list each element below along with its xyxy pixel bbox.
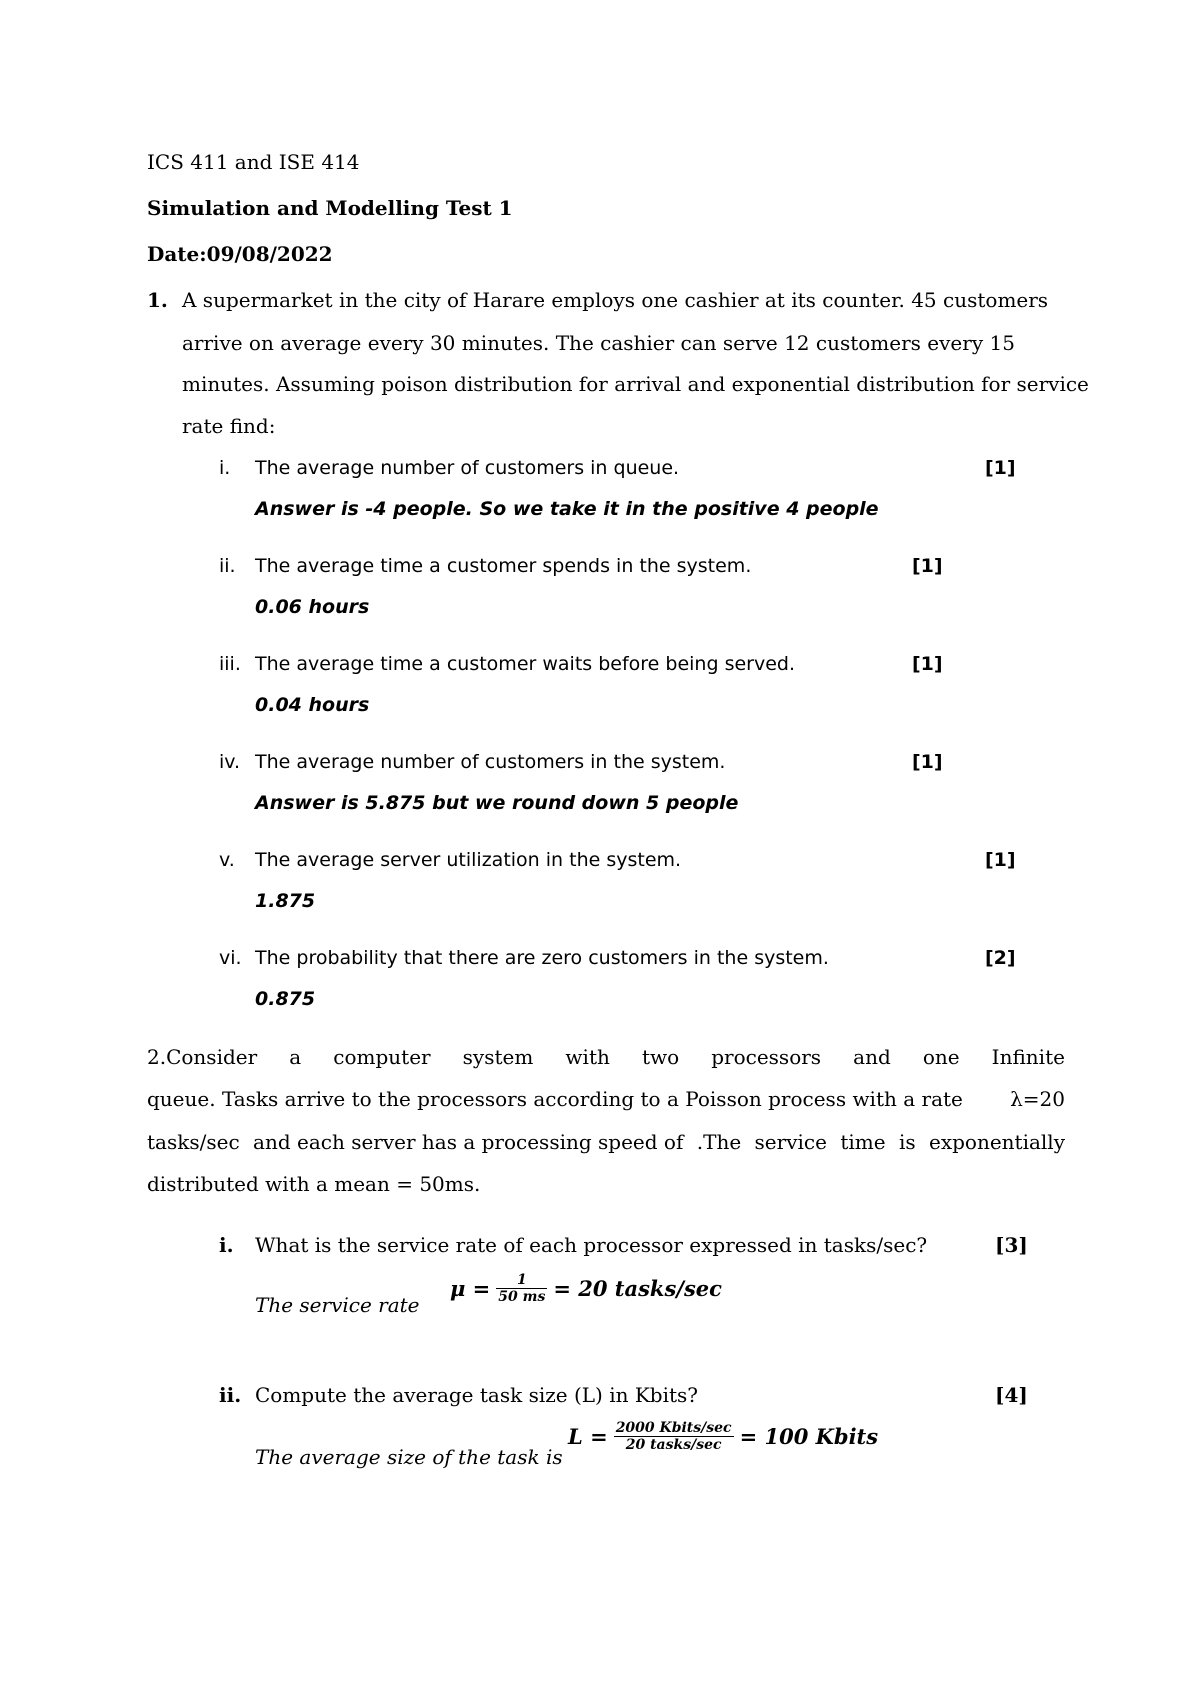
q2-word: time [840, 1130, 886, 1154]
test-title: Simulation and Modelling Test 1 [147, 196, 513, 220]
q1-part-label: vi. [219, 947, 242, 969]
q1-part-label: i. [219, 457, 231, 479]
q2-part-question: What is the service rate of each processor expressed in tasks/sec? [255, 1233, 928, 1257]
q2-word: exponentially [928, 1130, 1065, 1154]
q1-text-line3: minutes. Assuming poison distribution for arrival and exponential distribution for service [182, 372, 1089, 396]
course-code: ICS 411 and ISE 414 [147, 150, 360, 174]
formula-lhs: μ = [450, 1276, 491, 1301]
q2-word: processors [711, 1045, 822, 1069]
q2-text-line2-left: queue. Tasks arrive to the processors according to a Poisson process with a rate [147, 1087, 963, 1111]
q1-number: 1. [147, 288, 168, 312]
q2-word: a [289, 1045, 302, 1069]
q1-part-answer: Answer is 5.875 but we round down 5 people [255, 792, 739, 814]
service-rate-formula [450, 1272, 722, 1305]
formula-numerator: 2000 Kbits/sec [615, 1420, 732, 1436]
q1-part-marks: [1] [912, 555, 943, 577]
q2-lambda-rate: λ=20 [1010, 1087, 1065, 1111]
q2-word: system [462, 1045, 534, 1069]
test-date: Date:09/08/2022 [147, 242, 333, 266]
q1-text-line1: A supermarket in the city of Harare employs one cashier at its counter. 45 customers [182, 288, 1049, 312]
q1-part-answer: 0.04 hours [255, 694, 370, 716]
q2-part-question: Compute the average task size (L) in Kbits? [255, 1383, 699, 1407]
q2-word: with [565, 1045, 610, 1069]
q1-part-marks: [1] [912, 653, 943, 675]
q1-part-label: iv. [219, 751, 241, 773]
formula-denominator: 50 ms [498, 1289, 546, 1305]
q1-part-marks: [1] [985, 457, 1016, 479]
q2-word: service [754, 1130, 827, 1154]
q2-text-line3 [147, 1130, 1065, 1154]
q1-part-answer: 0.875 [255, 988, 316, 1010]
q1-part-question: The average time a customer spends in the system. [255, 555, 752, 577]
q1-part-label: ii. [219, 555, 236, 577]
q2-part-label: i. [219, 1233, 234, 1257]
q1-part-answer: 1.875 [255, 890, 316, 912]
q1-part-marks: [1] [985, 849, 1016, 871]
q1-part-question: The average number of customers in queue. [255, 457, 680, 479]
formula-lhs: L = [568, 1424, 608, 1449]
q1-text-line2: arrive on average every 30 minutes. The cashier can serve 12 customers every 15 [182, 331, 1015, 355]
q2-part-marks: [3] [995, 1233, 1028, 1257]
q1-part-question: The average server utilization in the system. [255, 849, 682, 871]
q2-text-line4: distributed with a mean = 50ms. [147, 1172, 481, 1196]
q2-text-line1 [147, 1045, 1065, 1069]
q1-part-question: The average time a customer waits before being served. [255, 653, 795, 675]
q2-word: tasks/sec [147, 1130, 240, 1154]
q2-word: 2.Consider [147, 1045, 258, 1069]
q1-part-question: The average number of customers in the system. [255, 751, 726, 773]
q2-text-line2 [147, 1087, 1065, 1111]
formula-fraction [614, 1420, 734, 1453]
q2-word: computer [333, 1045, 431, 1069]
q2-word: Infinite [991, 1045, 1065, 1069]
q2-word: one [922, 1045, 960, 1069]
q2-part-marks: [4] [995, 1383, 1028, 1407]
q1-part-answer: 0.06 hours [255, 596, 370, 618]
formula-numerator: 1 [496, 1272, 547, 1289]
formula-fraction [496, 1272, 547, 1305]
q1-text-line4: rate find: [182, 414, 276, 438]
q1-part-label: v. [219, 849, 235, 871]
formula-denominator: 20 tasks/sec [625, 1437, 722, 1453]
q1-part-marks: [1] [912, 751, 943, 773]
q2-part-answer-text: The average size of the task is [255, 1445, 563, 1469]
q2-word: .The [696, 1130, 742, 1154]
formula-rhs: = 20 tasks/sec [553, 1276, 722, 1301]
q2-part-answer-text: The service rate [255, 1293, 420, 1317]
q1-part-marks: [2] [985, 947, 1016, 969]
q2-part-label: ii. [219, 1383, 242, 1407]
q2-word: and [853, 1045, 891, 1069]
q1-part-label: iii. [219, 653, 241, 675]
q1-part-answer: Answer is -4 people. So we take it in the positive 4 people [255, 498, 879, 520]
q1-part-question: The probability that there are zero customers in the system. [255, 947, 829, 969]
q2-word: two [641, 1045, 680, 1069]
formula-rhs: = 100 Kbits [739, 1424, 879, 1449]
q2-word: and each server has a processing speed of [253, 1130, 684, 1154]
q2-word: is [898, 1130, 916, 1154]
task-size-formula [568, 1420, 878, 1453]
